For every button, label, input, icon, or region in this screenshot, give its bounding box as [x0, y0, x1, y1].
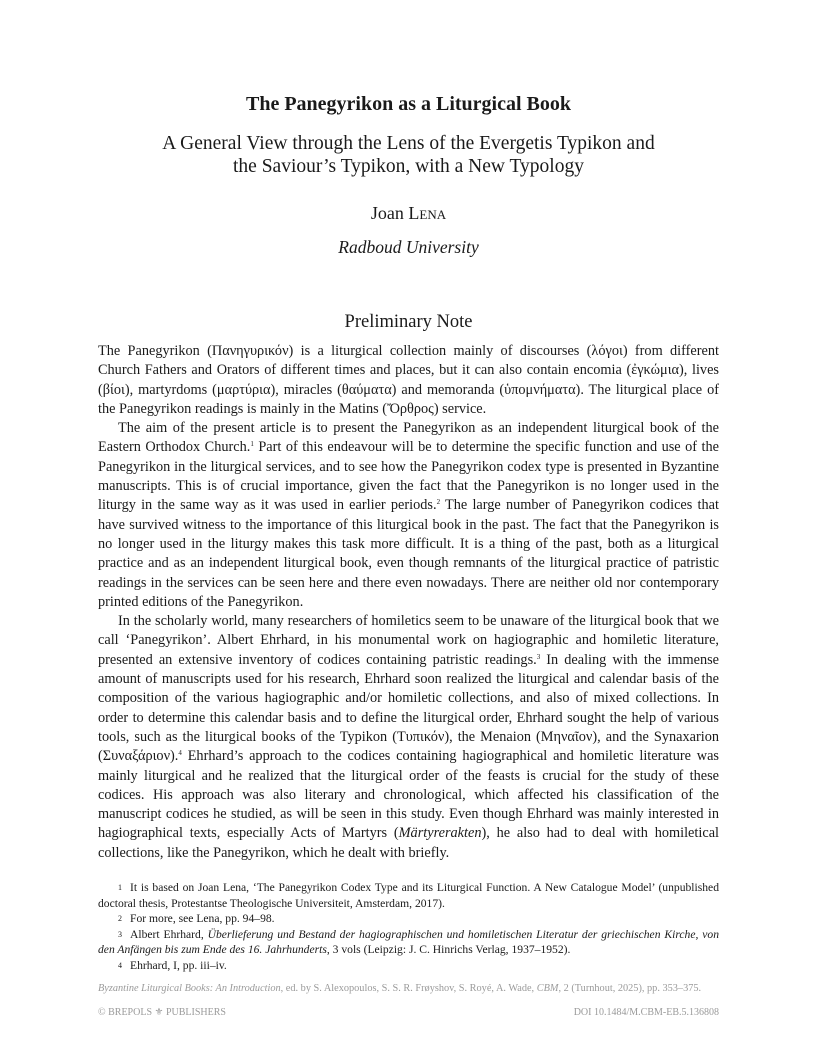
subtitle-line: A General View through the Lens of the Evergetis Typikon and [162, 133, 655, 154]
footnote-number: 4 [118, 960, 122, 970]
publisher-mark: © BREPOLS ⚜ PUBLISHERS [98, 1007, 226, 1018]
paragraph: The aim of the present article is to present the Panegyrikon as an independent liturgical book of the Eastern Orthodox Church.$^1$ Part of this endeavour will be to determine the specific function and use of the Panegyrikon in the liturgical services, and to see how the Panegyrikon codex type is presented in Byzantine manuscripts. This is of crucial importance, given the fact that the Panegyrikon is no longer used in the liturgy in the same way as it was used in earlier periods.$^2$ The large number of Panegyrikon codices that have survived witness to the importance of this liturgical book in the past. The fact that the Panegyrikon is no longer used in the liturgy makes this task more difficult. It is a thing of the past, both as a liturgical practice and as an independent liturgical book, even though remnants of the liturgical practice of patristic readings in the services can be seen here and there even nowadays. There are neither old nor contemporary printed editions of the Panegyrikon. [98, 420, 720, 610]
paragraph: In the scholarly world, many researchers of homiletics seem to be unaware of the liturgical book that we call ‘Panegyrikon’. Albert Ehrhard, in his monumental work on hagiographic and homiletic literature, presented an extensive inventory of codices containing patristic readings.$^3$ In dealing with the immense amount of manuscripts used for his research, Ehrhard soon realized the liturgical and calendar basis of the composition of the various hagiographic and/or homiletic collections, and also of mixed collections. In order to determine this calendar basis and to define the liturgical order, Ehrhard sought the help of various tools, such as the liturgical books of the Typikon (Τυπικόν), the Menaion (Μηναῖον), and the Synaxarion (Συναξάριον).$^4$ Ehrhard’s approach to the codices containing hagiographical and homiletic literature was mainly liturgical and he realized that the liturgical order of the feasts is crucial for the study of these codices. His approach was also literary and chronological, which affected his classification of the manuscript codices he studied, as will be seen in this study. Even though Ehrhard was mainly interested in hagiographical texts, especially Acts of Martyrs (Märtyrerakten), he also had to deal with homiletical collections, like the Panegyrikon, which he dealt with briefly. [98, 613, 720, 861]
footnote-number: 3 [118, 929, 122, 939]
footnote-ref[interactable]: 4 [178, 749, 182, 758]
author-name [98, 202, 719, 224]
doi-link[interactable]: DOI 10.1484/M.CBM-EB.5.136808 [573, 1007, 719, 1018]
footnote: $^1$ It is based on Joan Lena, ‘The Panegyrikon Codex Type and its Liturgical Function. A New Catalogue Model’ (unpublished doctoral thesis, Protestantse Theologische Universiteit, Amsterdam, 2017). [98, 881, 719, 910]
author-last-name: Lena [408, 203, 447, 223]
author-affiliation: Radboud University [338, 237, 479, 257]
footnote: $^3$ Albert Ehrhard, Überlieferung und Bestand der hagiographischen und homiletischen Literatur der griechischen Kirche, von den Anfängen bis zum Ende des 16. Jahrhunderts, 3 vols (Leipzig: J. C. Hinrichs Verlag, 1937–1952). [98, 927, 720, 957]
article-subtitle [98, 132, 719, 178]
footnote: $^2$ For more, see Lena, pp. 94–98. [118, 912, 275, 926]
section-heading: Preliminary Note [344, 312, 473, 332]
footnotes [98, 880, 719, 974]
author-first-name: Joan [370, 203, 404, 223]
footnote-number: 1 [118, 883, 122, 892]
book-citation: Byzantine Liturgical Books: An Introduction, ed. by S. Alexopoulos, S. S. R. Frøyshov, S. Royé, A. Wade, CBM, 2 (Turnhout, 2025), pp. 353–375. [98, 983, 702, 994]
body-text [98, 342, 719, 863]
footnote: $^4$ Ehrhard, I, pp. iii–iv. [118, 958, 227, 972]
footnote-number: 2 [118, 914, 122, 924]
footnote-ref[interactable]: 3 [536, 652, 541, 661]
footnote-ref[interactable]: 1 [250, 440, 254, 449]
article-title: The Panegyrikon as a Liturgical Book [245, 93, 572, 115]
page-footer [98, 1006, 719, 1020]
subtitle-line: the Saviour’s Typikon, with a New Typology [233, 156, 584, 177]
paragraph: The Panegyrikon (Πανηγυρικόν) is a liturgical collection mainly of discourses (λόγοι) from different Church Fathers and Orators of different times and places, but it can also contain encomia (ἐγκώμια), lives (βίοι), martyrdoms (μαρτύρια), miracles (θαύματα) and memoranda (ὑπομνήματα). The liturgical place of the Panegyrikon readings is mainly in the Matins (Ὄρθρος) service. [98, 343, 719, 417]
footnote-ref[interactable]: 2 [436, 498, 441, 507]
